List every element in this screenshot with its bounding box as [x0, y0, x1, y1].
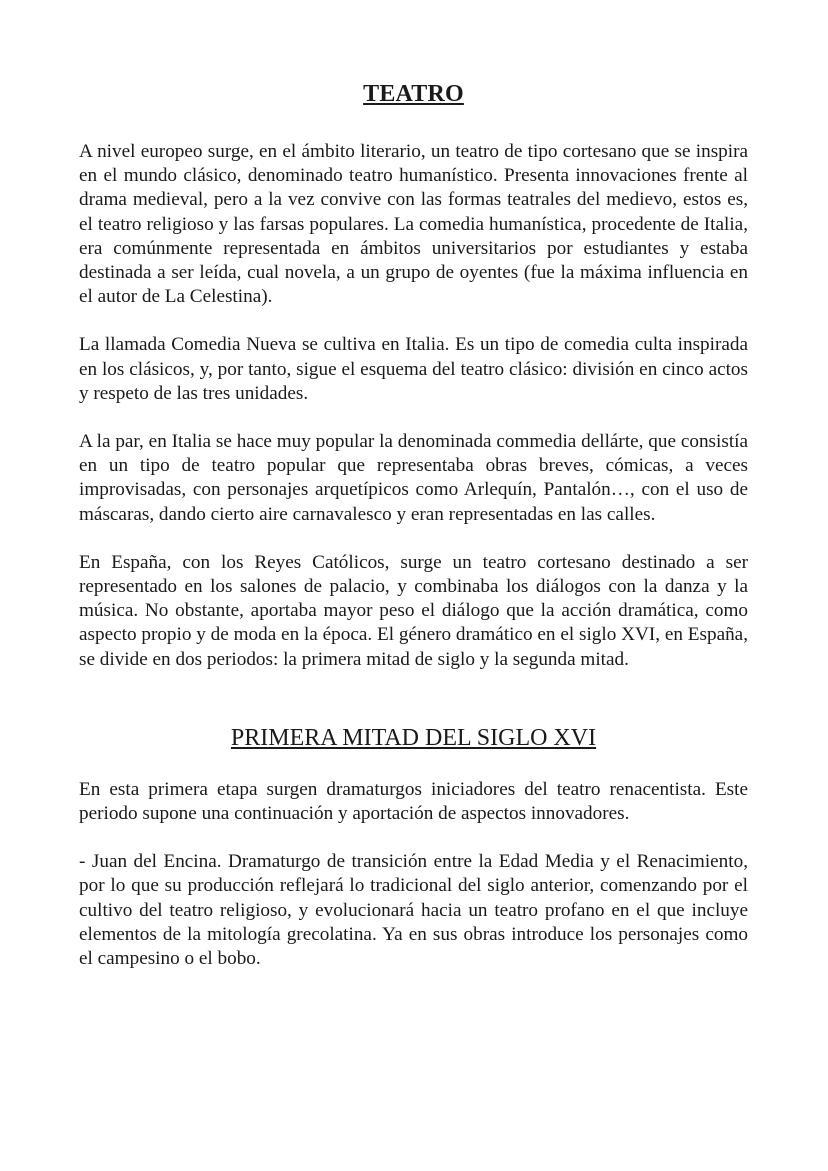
- paragraph-comedia-nueva: La llamada Comedia Nueva se cultiva en Italia. Es un tipo de comedia culta inspirada en los clásicos, y, por tanto, sigue el esquema del teatro clásico: división en cinco actos y respeto de las tres unidades.: [79, 334, 748, 404]
- paragraph-spain-court-theatre: En España, con los Reyes Católicos, surge un teatro cortesano destinado a ser representado en los salones de palacio, y combinaba los diálogos con la danza y la música. No obstante, aportaba mayor peso el diálogo que la acción dramática, como aspecto propio y de moda en la época. El género dramático en el siglo XVI, en España, se divide en dos periodos: la primera mitad de siglo y la segunda mitad.: [79, 551, 748, 670]
- paragraph-juan-del-encina: - Juan del Encina. Dramaturgo de transición entre la Edad Media y el Renacimiento, por lo que su producción reflejará lo tradicional del siglo anterior, comenzando por el cultivo del teatro religioso, y evolucionará hacia un teatro profano en el que incluye elementos de la mitología grecolatina. Ya en sus obras introduce los personajes como el campesino o el bobo.: [79, 851, 748, 970]
- paragraph-humanistic-theatre: A nivel europeo surge, en el ámbito literario, un teatro de tipo cortesano que se inspira en el mundo clásico, denominado teatro humanístico. Presenta innovaciones frente al drama medieval, pero a la vez convive con las formas teatrales del medievo, estos es, el teatro religioso y las farsas populares. La comedia humanística, procedente de Italia, era comúnmente representada en ámbitos universitarios por estudiantes y estaba destinada a ser leída, cual novela, a un grupo de oyentes (fue la máxima influencia en el autor de La Celestina).: [79, 141, 748, 308]
- page-title: TEATRO: [363, 81, 464, 107]
- paragraph-first-stage: En esta primera etapa surgen dramaturgos iniciadores del teatro renacentista. Este periodo supone una continuación y aportación de aspectos innovadores.: [79, 778, 748, 825]
- paragraph-commedia-dellarte: A la par, en Italia se hace muy popular la denominada commedia dellárte, que consistía en un tipo de teatro popular que representaba obras breves, cómicas, a veces improvisadas, con personajes arquetípicos como Arlequín, Pantalón…, con el uso de máscaras, dando cierto aire carnavalesco y eran representadas en las calles.: [79, 431, 748, 525]
- section-heading: PRIMERA MITAD DEL SIGLO XVI: [230, 724, 597, 751]
